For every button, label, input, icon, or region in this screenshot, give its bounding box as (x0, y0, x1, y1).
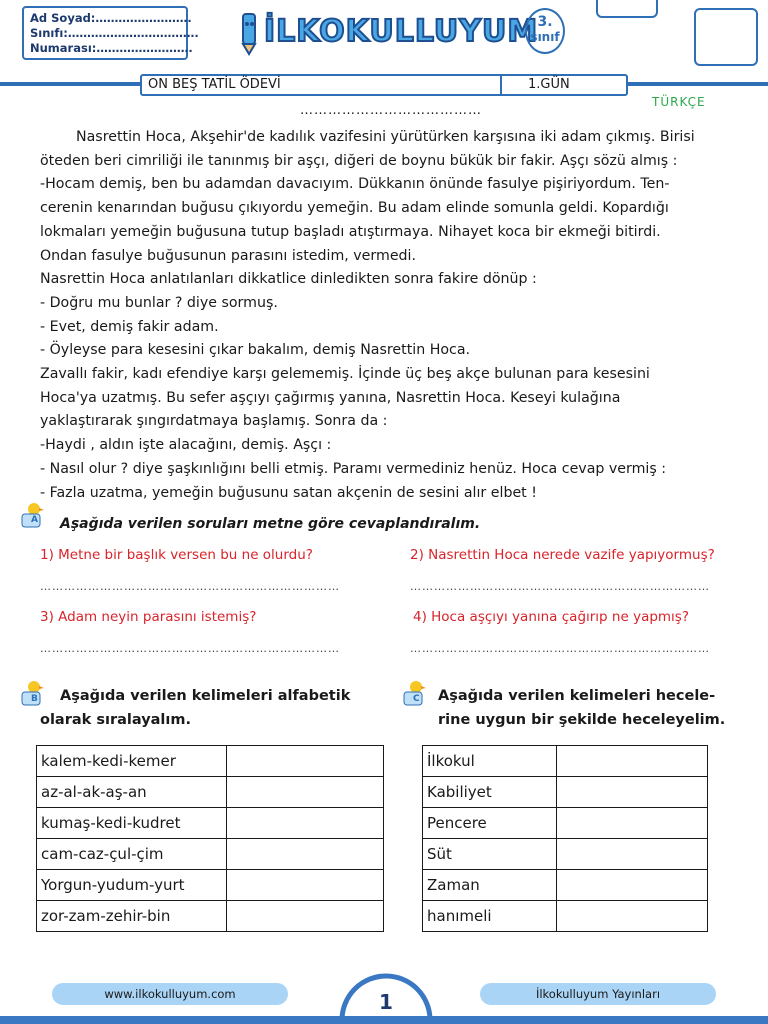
section-a-title: Aşağıda verilen soruları metne göre cevaplandıralım. (60, 516, 481, 532)
story-line: Nasrettin Hoca anlatılanları dikkatlice dinledikten sonra fakire dönüp : (40, 271, 537, 288)
answer-cell[interactable] (227, 839, 384, 870)
website-link[interactable]: www.ilkokulluyum.com (52, 983, 288, 1005)
section-b-badge: B (31, 694, 38, 704)
table-row (37, 839, 384, 870)
title-divider (500, 74, 502, 96)
table-row (37, 777, 384, 808)
table-row (37, 808, 384, 839)
grade-number: 3. (537, 14, 553, 30)
section-a-badge: A (31, 515, 38, 525)
answer-line-3[interactable]: ………………………………………………………………… (40, 642, 340, 655)
answer-cell[interactable] (557, 808, 708, 839)
story-text (40, 126, 740, 505)
table-row (423, 901, 708, 932)
grade-badge (525, 8, 565, 54)
table-row (37, 870, 384, 901)
alphabetize-table (36, 745, 384, 932)
word-group-cell: cam-caz-çul-çim (37, 839, 227, 870)
homework-title: ON BEŞ TATİL ÖDEVİ (148, 77, 281, 92)
subject-label: TÜRKÇE (652, 95, 706, 109)
story-line: - Nasıl olur ? diye şaşkınlığını belli etmiş. Paramı vermediniz henüz. Hoca cevap vermiş : (40, 460, 667, 477)
answer-cell[interactable] (227, 901, 384, 932)
word-group-cell: zor-zam-zehir-bin (37, 901, 227, 932)
word-group-cell: az-al-ak-aş-an (37, 777, 227, 808)
story-line: - Doğru mu bunlar ? diye sormuş. (40, 294, 278, 311)
table-row (423, 870, 708, 901)
table-row (423, 808, 708, 839)
story-line: -Hocam demiş, ben bu adamdan davacıyım. Dükkanın önünde fasulye pişiriyordum. Ten- (40, 176, 670, 193)
answer-cell[interactable] (227, 746, 384, 777)
word-cell: hanımeli (423, 901, 557, 932)
grade-label: sınıf (530, 30, 560, 44)
score-box (694, 8, 758, 66)
table-row (423, 746, 708, 777)
word-cell: Süt (423, 839, 557, 870)
day-label: 1.GÜN (528, 77, 570, 92)
answer-cell[interactable] (557, 746, 708, 777)
story-line: yaklaştırarak şıngırdatmaya başlamış. Sonra da : (40, 413, 388, 430)
answer-cell[interactable] (227, 808, 384, 839)
story-line: - Fazla uzatma, yemeğin buğusunu satan akçenin de sesini alır elbet ! (40, 484, 537, 501)
section-b-title-line-1: Aşağıda verilen kelimeleri alfabetik (60, 688, 351, 704)
table-row (423, 839, 708, 870)
word-group-cell: kumaş-kedi-kudret (37, 808, 227, 839)
story-title-blank: ………………………………… (300, 103, 482, 118)
story-line: lokmaları yemeğin buğusuna tutup başladı atıştırmaya. Nihayet koca bir ekmeği bitirdi. (40, 223, 661, 240)
word-cell: Kabiliyet (423, 777, 557, 808)
section-c-title-line-1: Aşağıda verilen kelimeleri hecele- (438, 688, 716, 704)
word-cell: Pencere (423, 808, 557, 839)
answer-line-2[interactable]: ………………………………………………………………… (410, 580, 710, 593)
story-line: cerenin kenarından buğusu çıkıyordu yemeğin. Bu adam elinde somunla geldi. Kopardığı (40, 200, 669, 217)
answer-cell[interactable] (557, 777, 708, 808)
number-line: Numarası:……………………. (30, 41, 193, 55)
story-line: - Öyleyse para kesesini çıkar bakalım, demiş Nasrettin Hoca. (40, 342, 471, 359)
table-row (37, 901, 384, 932)
word-group-cell: kalem-kedi-kemer (37, 746, 227, 777)
story-line: Hoca'ya uzatmış. Bu sefer aşçıyı çağırmış yanına, Nasrettin Hoca. Keseyi kulağına (40, 389, 621, 406)
word-cell: İlkokul (423, 746, 557, 777)
student-info-box (22, 6, 199, 60)
story-line: Ondan fasulye buğusunun parasını istedim, vermedi. (40, 247, 417, 264)
answer-cell[interactable] (557, 901, 708, 932)
answer-cell[interactable] (227, 870, 384, 901)
table-row (423, 777, 708, 808)
answer-line-1[interactable]: ………………………………………………………………… (40, 580, 340, 593)
answer-cell[interactable] (227, 777, 384, 808)
answer-line-4[interactable]: ………………………………………………………………… (410, 642, 710, 655)
question-2: 2) Nasrettin Hoca nerede vazife yapıyormuş? (410, 547, 715, 563)
story-line: -Haydi , aldın işte alacağını, demiş. Aşçı : (40, 437, 332, 454)
story-line: öteden beri cimriliği ile tanınmış bir aşçı, diğeri de boynu bükük bir fakir. Aşçı sözü almış : (40, 152, 678, 169)
publisher-label: İlkokulluyum Yayınları (480, 983, 716, 1005)
pencil-mascot-icon (234, 8, 264, 56)
logo-text: İLKOKULLUYUM (264, 14, 539, 49)
story-line: - Evet, demiş fakir adam. (40, 318, 219, 335)
section-c-title-line-2: rine uygun bir şekilde heceleyelim. (438, 712, 726, 728)
section-b-title-line-2: olarak sıralayalım. (40, 712, 191, 728)
footer-bar (0, 1016, 768, 1024)
brand-logo (250, 8, 539, 58)
syllable-table (422, 745, 708, 932)
question-3: 3) Adam neyin parasını istemiş? (40, 609, 257, 625)
answer-cell[interactable] (557, 870, 708, 901)
story-line: Nasrettin Hoca, Akşehir'de kadılık vazifesini yürütürken karşısına iki adam çıkmış. Birisi (76, 129, 695, 145)
section-c-badge: C (413, 694, 420, 704)
story-line: Zavallı fakir, kadı efendiye karşı gelememiş. İçinde üç beş akçe bulunan para kesesini (40, 366, 650, 383)
word-group-cell: Yorgun-yudum-yurt (37, 870, 227, 901)
answer-cell[interactable] (557, 839, 708, 870)
name-line: Ad Soyad:……………………. (30, 11, 192, 25)
question-1: 1) Metne bir başlık versen bu ne olurdu? (40, 547, 313, 563)
top-small-box (596, 0, 658, 18)
class-line: Sınıfı:……………………………. (30, 26, 199, 40)
page-number: 1 (379, 990, 393, 1014)
question-4: 4) Hoca aşçıyı yanına çağırıp ne yapmış? (413, 609, 690, 625)
table-row (37, 746, 384, 777)
word-cell: Zaman (423, 870, 557, 901)
